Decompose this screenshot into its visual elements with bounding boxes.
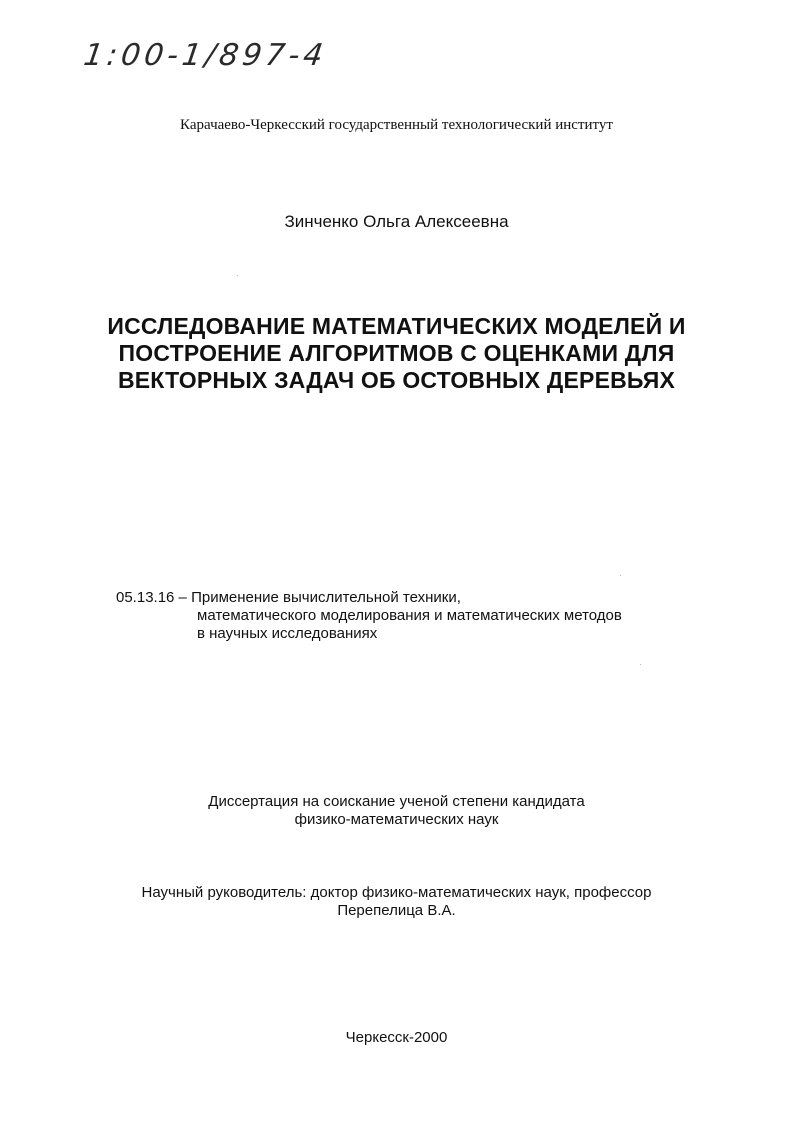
title-line: ИССЛЕДОВАНИЕ МАТЕМАТИЧЕСКИХ МОДЕЛЕЙ И: [107, 313, 686, 339]
city-and-year: Черкесск-2000: [345, 1029, 448, 1046]
institute-name: Карачаево-Черкесский государственный технологический институт: [180, 117, 613, 133]
dissertation-title: [60, 313, 733, 394]
specialty-line: математического моделирования и математических методов: [197, 607, 622, 624]
degree-line: физико-математических наук: [294, 811, 499, 828]
degree-statement: [0, 793, 793, 829]
title-line: ВЕКТОРНЫХ ЗАДАЧ ОБ ОСТОВНЫХ ДЕРЕВЬЯХ: [117, 367, 676, 393]
scientific-supervisor: [0, 884, 793, 920]
scan-speck: [620, 575, 621, 576]
scan-speck: [640, 664, 641, 665]
specialty-line: 05.13.16 – Применение вычислительной техники,: [116, 589, 461, 606]
handwritten-catalog-code: 1:00-1/897-4: [81, 38, 330, 73]
supervisor-line: Перепелица В.А.: [337, 902, 456, 919]
author-name: Зинченко Ольга Алексеевна: [284, 212, 509, 231]
title-line: ПОСТРОЕНИЕ АЛГОРИТМОВ С ОЦЕНКАМИ ДЛЯ: [118, 340, 675, 366]
specialty-line: в научных исследованиях: [197, 625, 378, 642]
scan-speck: [237, 275, 238, 276]
supervisor-line: Научный руководитель: доктор физико-математических наук, профессор: [141, 884, 652, 901]
specialty-code-block: [116, 589, 622, 643]
degree-line: Диссертация на соискание ученой степени кандидата: [208, 793, 585, 810]
